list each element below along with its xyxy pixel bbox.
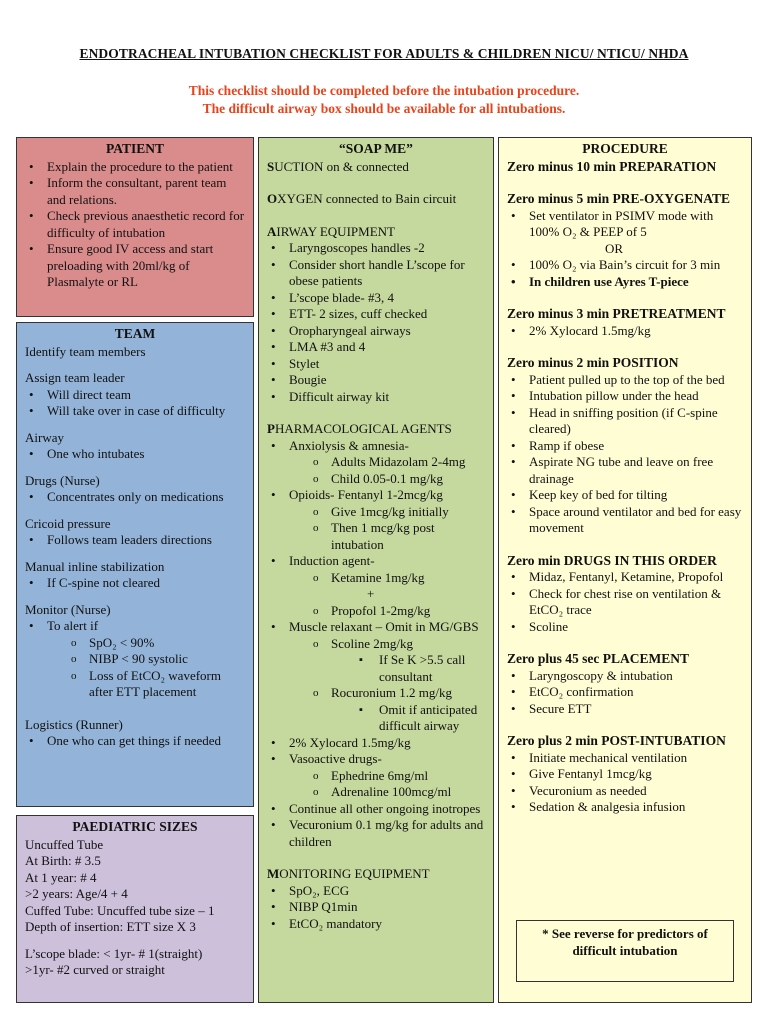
soap-airway: AIRWAY EQUIPMENT — [267, 223, 395, 239]
list-item: • 2% Xylocard 1.5mg/kg — [507, 323, 743, 340]
list-item: • Bougie — [267, 372, 485, 389]
airway-equipment-list — [267, 240, 485, 405]
list-item: • Check previous anaesthetic record for difficulty of intubation — [25, 208, 245, 241]
team-cricoid: Cricoid pressure — [25, 515, 111, 531]
paediatric-line: >1yr- #2 curved or straight — [25, 962, 165, 977]
team-airway: Airway — [25, 429, 64, 445]
paediatric-line: Uncuffed Tube — [25, 836, 104, 852]
team-logistics: Logistics (Runner) — [25, 716, 123, 732]
list-item: o Scoline 2mg/kg — [267, 636, 485, 653]
team-monitor: Monitor (Nurse) — [25, 601, 111, 617]
list-item: • Head in sniffing position (if C-spine cleared) — [507, 405, 743, 438]
monitoring-list — [267, 883, 485, 933]
list-item: • NIBP Q1min — [267, 899, 485, 916]
procedure-box — [498, 137, 752, 1003]
patient-heading: PATIENT — [105, 141, 164, 156]
procedure-heading: PROCEDURE — [582, 141, 668, 156]
team-manual: Manual inline stabilization — [25, 558, 165, 574]
team-drugs: Drugs (Nurse) — [25, 472, 100, 488]
list-item: • One who intubates — [25, 446, 245, 463]
step-post-intubation: Zero plus 2 min POST-INTUBATION — [507, 733, 726, 748]
soap-pharmacological: PHARMACOLOGICAL AGENTS — [267, 421, 452, 436]
list-item: • Difficult airway kit — [267, 389, 485, 406]
paediatric-line: Depth of insertion: ETT size X 3 — [25, 919, 196, 934]
paediatric-line: L’scope blade: < 1yr- # 1(straight) — [25, 945, 203, 961]
list-item: • Follows team leaders directions — [25, 532, 245, 549]
list-item: • Induction agent- — [267, 553, 485, 570]
step-drugs: Zero min DRUGS IN THIS ORDER — [507, 552, 717, 568]
list-item: • Opioids- Fentanyl 1-2mcg/kg — [267, 487, 485, 504]
soap-monitoring: MONITORING EQUIPMENT — [267, 866, 430, 881]
list-item: • EtCO₂ confirmation — [507, 684, 743, 701]
list-item: • Intubation pillow under the head — [507, 388, 743, 405]
paediatric-sizes-box — [16, 815, 254, 1003]
list-item: • Vasoactive drugs- — [267, 751, 485, 768]
list-item: o Ephedrine 6mg/ml — [267, 768, 485, 785]
list-item: o NIBP < 90 systolic — [25, 651, 245, 668]
paediatric-heading: PAEDIATRIC SIZES — [72, 819, 198, 834]
list-item: • Muscle relaxant – Omit in MG/GBS — [267, 619, 485, 636]
list-item: • Will direct team — [25, 387, 245, 404]
pharmacological-list — [267, 438, 485, 851]
soap-suction: SUCTION on & connected — [267, 158, 409, 174]
list-item: o Propofol 1-2mg/kg — [267, 603, 485, 620]
or-label: OR — [605, 240, 624, 256]
list-item: • 2% Xylocard 1.5mg/kg — [267, 735, 485, 752]
list-item: • In children use Ayres T-piece — [507, 274, 743, 291]
list-item: • Aspirate NG tube and leave on free drainage — [507, 454, 743, 487]
list-item: • SpO₂, ECG — [267, 883, 485, 900]
list-item: • Initiate mechanical ventilation — [507, 750, 743, 767]
list-item: • Ramp if obese — [507, 438, 743, 455]
list-item: • Vecuronium as needed — [507, 783, 743, 800]
list-item: o Then 1 mcg/kg post intubation — [267, 520, 485, 553]
list-item: • Patient pulled up to the top of the bed — [507, 372, 743, 389]
paediatric-line: At 1 year: # 4 — [25, 869, 97, 885]
list-item: • If C-spine not cleared — [25, 575, 245, 592]
list-item: ▪ Omit if anticipated difficult airway — [267, 702, 485, 735]
plus-sign: + — [367, 586, 375, 601]
list-item: • Set ventilator in PSIMV mode with 100% O₂ & PEEP of 5 — [507, 208, 743, 241]
list-item: o SpO₂ < 90% — [25, 635, 245, 652]
list-item: • Space around ventilator and bed for easy movement — [507, 504, 743, 537]
list-item: o Rocuronium 1.2 mg/kg — [267, 685, 485, 702]
list-item: • Explain the procedure to the patient — [25, 159, 245, 176]
list-item: • Anxiolysis & amnesia- — [267, 438, 485, 455]
list-item: • Ensure good IV access and start preloading with 20ml/kg of Plasmalyte or RL — [25, 241, 245, 291]
list-item: • Laryngoscopes handles -2 — [267, 240, 485, 257]
soap-me-box — [258, 137, 494, 1003]
patient-list — [25, 159, 245, 291]
paediatric-line: Cuffed Tube: Uncuffed tube size – 1 — [25, 902, 215, 918]
list-item: • To alert if — [25, 618, 245, 635]
list-item: • Will take over in case of difficulty — [25, 403, 245, 420]
list-item: o Child 0.05-0.1 mg/kg — [267, 471, 485, 488]
list-item: • Vecuronium 0.1 mg/kg for adults and children — [267, 817, 485, 850]
step-pre-oxygenate: Zero minus 5 min PRE-OXYGENATE — [507, 191, 731, 206]
step-placement: Zero plus 45 sec PLACEMENT — [507, 651, 690, 666]
team-heading: TEAM — [114, 326, 156, 341]
list-item: ▪ If Se K >5.5 call consultant — [267, 652, 485, 685]
list-item: • ETT- 2 sizes, cuff checked — [267, 306, 485, 323]
instruction-line-2: The difficult airway box should be available for all intubations. — [202, 101, 566, 116]
list-item: • Laryngoscopy & intubation — [507, 668, 743, 685]
list-item: o Loss of EtCO₂ waveform after ETT placement — [25, 668, 245, 701]
list-item: • 100% O₂ via Bain’s circuit for 3 min — [507, 257, 743, 274]
list-item: • EtCO₂ mandatory — [267, 916, 485, 933]
list-item: • Check for chest rise on ventilation & EtCO₂ trace — [507, 586, 743, 619]
list-item: • Continue all other ongoing inotropes — [267, 801, 485, 818]
list-item: • Give Fentanyl 1mcg/kg — [507, 766, 743, 783]
step-preparation: Zero minus 10 min PREPARATION — [507, 158, 717, 174]
list-item: • Oropharyngeal airways — [267, 323, 485, 340]
list-item: • LMA #3 and 4 — [267, 339, 485, 356]
list-item: • L’scope blade- #3, 4 — [267, 290, 485, 307]
paediatric-line: At Birth: # 3.5 — [25, 853, 101, 868]
step-pretreatment: Zero minus 3 min PRETREATMENT — [507, 306, 726, 321]
page-title: ENDOTRACHEAL INTUBATION CHECKLIST FOR ADULTS & CHILDREN NICU/ NTICU/ NHDA — [79, 46, 689, 61]
team-identify: Identify team members — [25, 343, 146, 359]
instruction-line-1: This checklist should be completed before the intubation procedure. — [188, 83, 580, 98]
soap-heading: “SOAP ME” — [339, 141, 413, 156]
list-item: • Keep key of bed for tilting — [507, 487, 743, 504]
list-item: o Give 1mcg/kg initially — [267, 504, 485, 521]
paediatric-line: >2 years: Age/4 + 4 — [25, 886, 128, 901]
team-box — [16, 322, 254, 807]
list-item: • Scoline — [507, 619, 743, 636]
list-item: • Secure ETT — [507, 701, 743, 718]
list-item: • Concentrates only on medications — [25, 489, 245, 506]
list-item: o Ketamine 1mg/kg — [267, 570, 485, 587]
list-item: • Stylet — [267, 356, 485, 373]
team-leader: Assign team leader — [25, 370, 125, 385]
list-item: • Midaz, Fentanyl, Ketamine, Propofol — [507, 569, 743, 586]
list-item: o Adrenaline 100mcg/ml — [267, 784, 485, 801]
list-item: o Adults Midazolam 2-4mg — [267, 454, 485, 471]
list-item: • Sedation & analgesia infusion — [507, 799, 743, 816]
list-item: • Consider short handle L’scope for obese patients — [267, 257, 485, 290]
soap-oxygen: OXYGEN connected to Bain circuit — [267, 191, 457, 206]
reverse-note: * See reverse for predictors of difficult intubation — [516, 920, 734, 982]
step-position: Zero minus 2 min POSITION — [507, 355, 679, 370]
list-item: • One who can get things if needed — [25, 733, 245, 750]
patient-box — [16, 137, 254, 317]
list-item: • Inform the consultant, parent team and relations. — [25, 175, 245, 208]
